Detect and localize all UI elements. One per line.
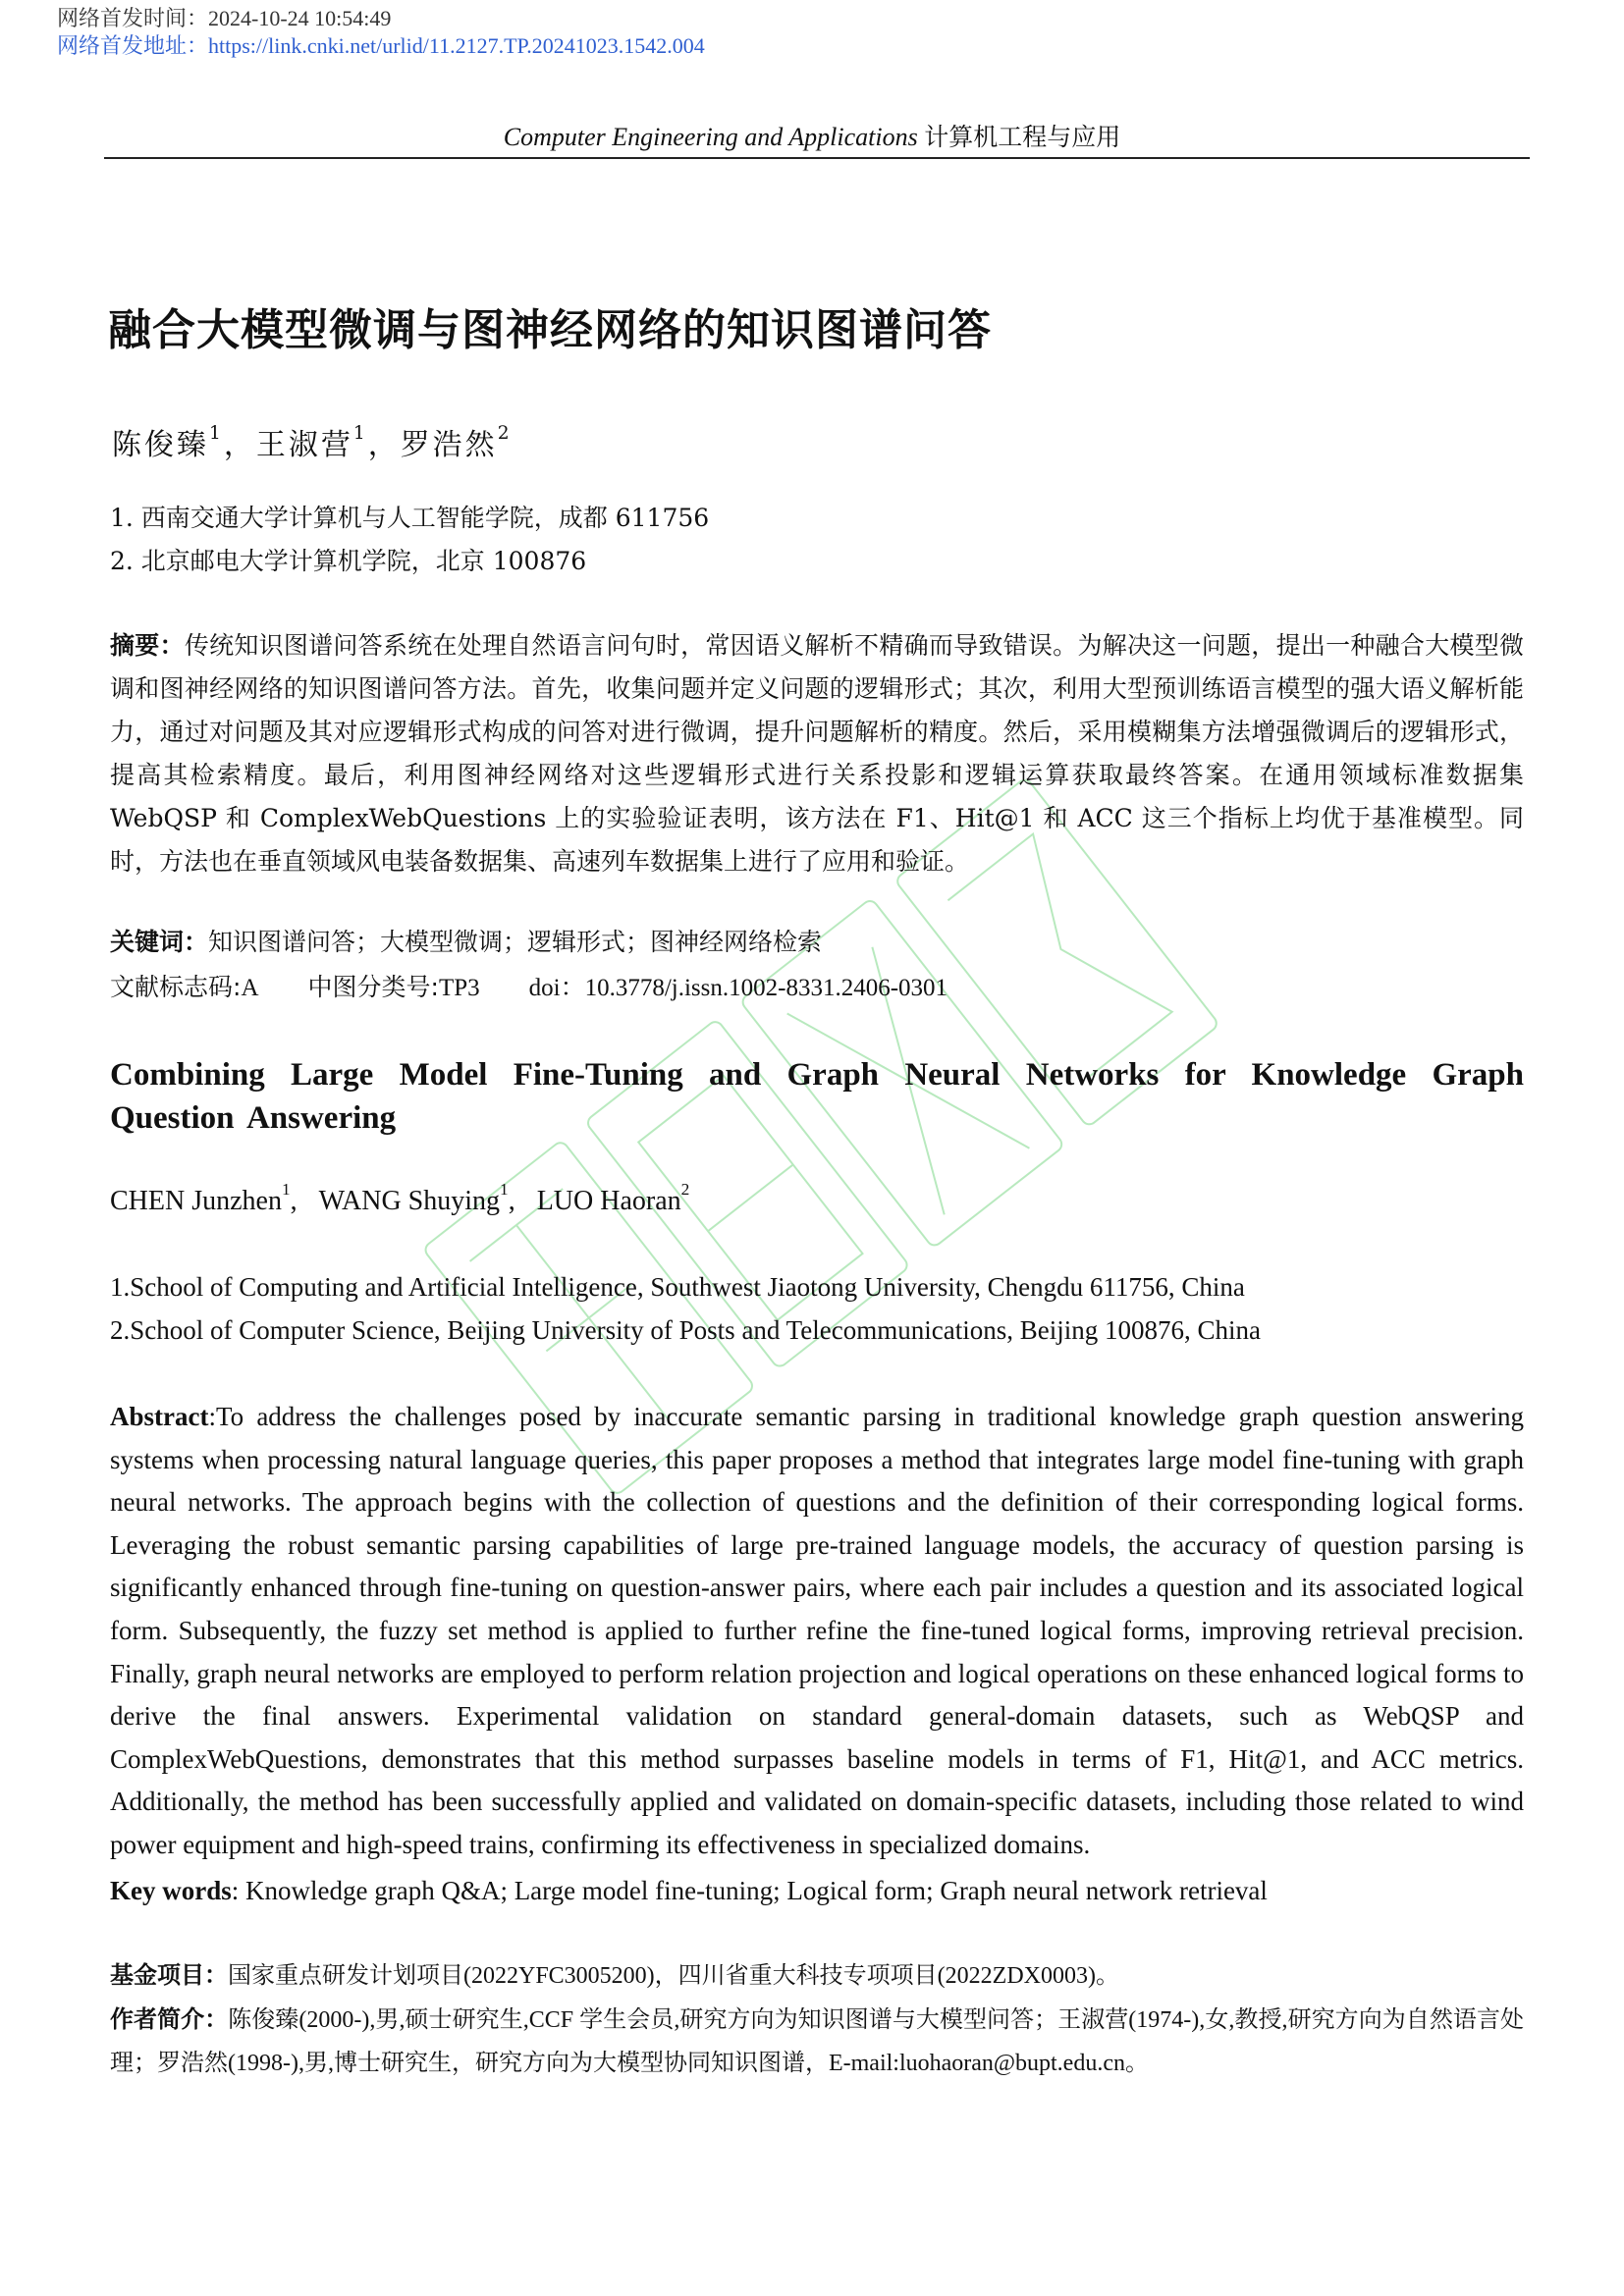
net-publish-time: [57, 6, 391, 31]
net-publish-time-value: 2024-10-24 10:54:49: [208, 6, 392, 30]
doc-code-label: 文献标志码:: [110, 973, 242, 1001]
fund-label: 基金项目：: [110, 1961, 228, 1989]
author-cn-2: 王淑营: [255, 428, 353, 462]
net-publish-time-label: 网络首发时间：: [57, 6, 209, 30]
net-publish-url-label: 网络首发地址：: [57, 33, 209, 58]
author-cn-1: 陈俊臻: [112, 428, 209, 462]
journal-header: [0, 118, 1624, 153]
keywords-cn: [110, 923, 1524, 962]
author-en-2-aff: 1: [500, 1180, 509, 1200]
author-en-2: WANG Shuying: [318, 1186, 501, 1216]
clc-value: TP3: [438, 975, 480, 1001]
abstract-cn-label: 摘要：: [110, 631, 185, 660]
author-en-3: LUO Haoran: [536, 1186, 681, 1216]
journal-name-cn: 计算机工程与应用: [924, 123, 1121, 151]
author-cn-3-aff: 2: [497, 423, 513, 445]
authors-cn: 陈俊臻$^1$，王淑营$^1$，罗浩然$^2$: [112, 423, 513, 462]
author-en-1: CHEN Junzhen: [110, 1186, 282, 1216]
net-publish-url-link[interactable]: https://link.cnki.net/urlid/11.2127.TP.20241023.1542.004: [208, 33, 705, 58]
header-rule: [104, 157, 1530, 159]
page-title-cn: 融合大模型微调与图神经网络的知识图谱问答: [108, 305, 992, 355]
affiliation-cn-2: 2. 北京邮电大学计算机学院，北京 100876: [110, 547, 587, 575]
author-en-1-aff: 1: [281, 1180, 291, 1200]
journal-name-en: Computer Engineering and Applications: [503, 123, 918, 151]
fund-text: 国家重点研发计划项目(2022YFC3005200)，四川省重大科技专项项目(2022ZDX0003)。: [228, 1963, 1119, 1989]
doc-code-value: A: [241, 975, 259, 1001]
keywords-en: [110, 1871, 1524, 1910]
footnotes: [110, 1953, 1524, 2085]
document-ids: [110, 968, 1524, 1008]
author-en-3-aff: 2: [680, 1180, 690, 1200]
author-bio: [110, 1998, 1524, 2085]
keywords-cn-label: 关键词：: [110, 928, 209, 956]
affiliation-en-1: 1.School of Computing and Artificial Intelligence, Southwest Jiaotong University, Chengdu 611756, China: [110, 1272, 1245, 1302]
abstract-en: [110, 1396, 1524, 1867]
page-title-en: Combining Large Model Fine-Tuning and Graph Neural Networks for Knowledge Graph Question Answering: [110, 1057, 1524, 1136]
keywords-cn-text: 知识图谱问答；大模型微调；逻辑形式；图神经网络检索: [208, 928, 823, 956]
abstract-en-label: Abstract: [110, 1402, 209, 1431]
authors-en: CHEN Junzhen$^1$, WANG Shuying$^1$, LUO Haoran$^2$: [110, 1180, 690, 1216]
doi-value[interactable]: 10.3778/j.issn.1002-8331.2406-0301: [584, 975, 948, 1001]
doi-label: doi：: [528, 975, 585, 1001]
author-cn-2-aff: 1: [352, 423, 368, 445]
clc-label: 中图分类号:: [307, 973, 439, 1001]
author-cn-3: 罗浩然: [400, 428, 498, 462]
author-bio-text: 陈俊臻(2000-),男,硕士研究生,CCF 学生会员,研究方向为知识图谱与大模型问答；王淑营(1974-),女,教授,研究方向为自然语言处理；罗浩然(1998-),男,博士研究生，研究方向为大模型协同知识图谱，E-mail:luohaoran@bupt.edu.cn。: [110, 2007, 1524, 2076]
net-publish-url[interactable]: [57, 33, 705, 59]
author-bio-label: 作者简介：: [110, 2005, 229, 2033]
abstract-cn: [110, 624, 1524, 883]
affiliation-en-2: 2.School of Computer Science, Beijing University of Posts and Telecommunications, Beijing 100876, China: [110, 1315, 1261, 1345]
keywords-en-label: Key words: [110, 1876, 232, 1905]
author-cn-1-aff: 1: [209, 423, 224, 445]
affiliation-cn-1: 1. 西南交通大学计算机与人工智能学院，成都 611756: [110, 504, 710, 532]
abstract-cn-text: 传统知识图谱问答系统在处理自然语言问句时，常因语义解析不精确而导致错误。为解决这一问题，提出一种融合大模型微调和图神经网络的知识图谱问答方法。首先，收集问题并定义问题的逻辑形式；其次，利用大型预训练语言模型的强大语义解析能力，通过对问题及其对应逻辑形式构成的问答对进行微调，提升问题解析的精度。然后，采用模糊集方法增强微调后的逻辑形式，提高其检索精度。最后，利用图神经网络对这些逻辑形式进行关系投影和逻辑运算获取最终答案。在通用领域标准数据集 WebQSP 和 ComplexWebQuestions 上的实验验证表明，该方法在 F1、Hit@1 和 ACC 这三个指标上均优于基准模型。同时，方法也在垂直领域风电装备数据集、高速列车数据集上进行了应用和验证。: [110, 631, 1524, 876]
keywords-en-text: : Knowledge graph Q&A; Large model fine-tuning; Logical form; Graph neural network retrieval: [231, 1876, 1268, 1905]
fund-info: [110, 1953, 1524, 1998]
abstract-en-text: :To address the challenges posed by inaccurate semantic parsing in traditional knowledge graph question answering systems when processing natural language queries, this paper proposes a method that integrates large model fine-tuning with graph neural networks. The approach begins with the collection of questions and the definition of their corresponding logical forms. Leveraging the robust semantic parsing capabilities of large pre-trained language models, the accuracy of question parsing is significantly enhanced through fine-tuning on question-answer pairs, where each pair includes a question and its associated logical form. Subsequently, the fuzzy set method is applied to further refine the fine-tuned logical forms, improving retrieval precision. Finally, graph neural networks are employed to perform relation projection and logical operations on these enhanced logical forms to derive the final answers. Experimental validation on standard general-domain datasets, such as WebQSP and ComplexWebQuestions, demonstrates that this method surpasses baseline models in terms of F1, Hit@1, and ACC metrics. Additionally, the method has been successfully applied and validated on domain-specific datasets, including those related to wind power equipment and high-speed trains, confirming its effectiveness in specialized domains.: [110, 1402, 1524, 1859]
